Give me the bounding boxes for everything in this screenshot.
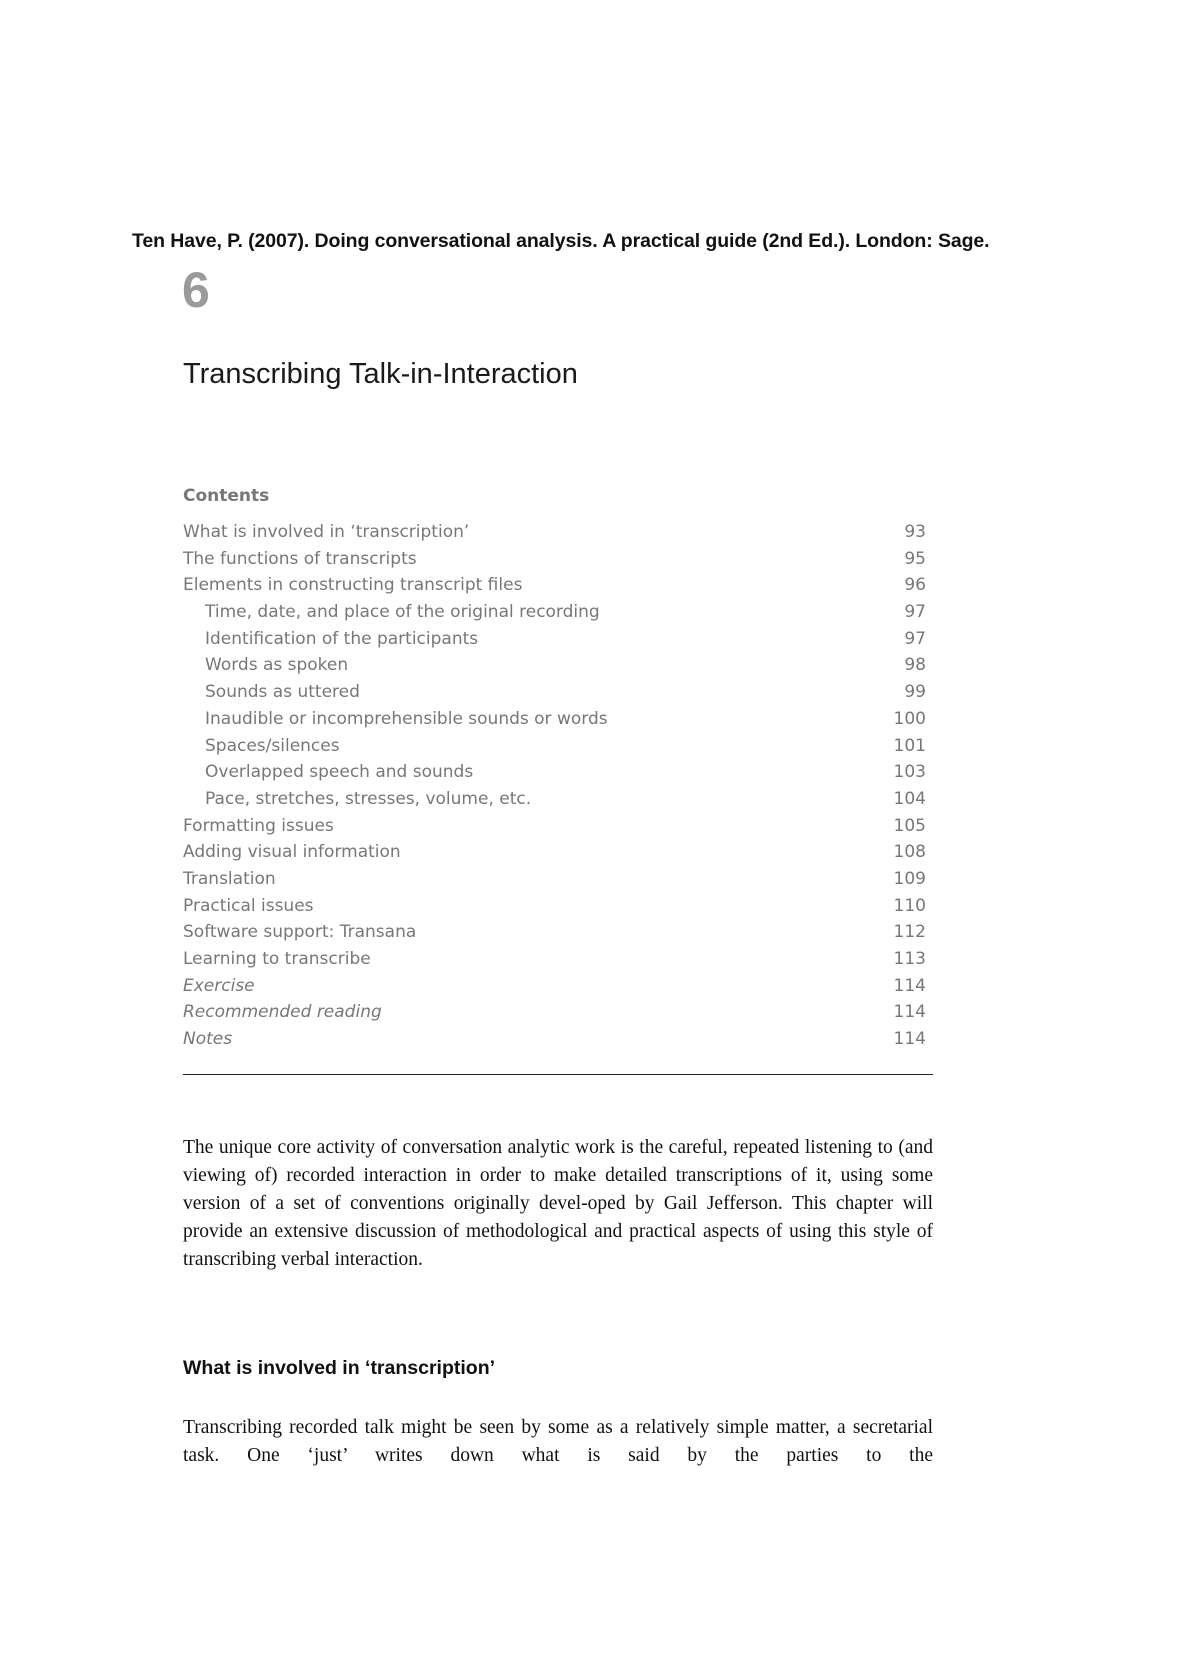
toc-entry (183, 973, 933, 1000)
toc-entry (183, 813, 933, 840)
toc-entry-label: Exercise (183, 975, 255, 996)
toc-entry-label: Practical issues (183, 895, 314, 916)
toc-entry (183, 1026, 933, 1053)
toc-subentry (183, 786, 933, 813)
toc-entry (183, 999, 933, 1026)
toc-entry-page: 105 (893, 815, 926, 836)
toc-subentry (183, 679, 933, 706)
chapter-number: 6 (182, 262, 210, 318)
toc-entry-page: 95 (904, 548, 926, 569)
toc-entry-label: Pace, stretches, stresses, volume, etc. (205, 788, 532, 809)
toc-entry-page: 99 (904, 682, 926, 703)
contents-divider (183, 1074, 933, 1075)
toc-subentry (183, 759, 933, 786)
contents-heading: Contents (183, 486, 270, 506)
toc-subentry (183, 626, 933, 653)
toc-subentry (183, 733, 933, 760)
section-heading: What is involved in ‘transcription’ (183, 1357, 496, 1379)
toc-entry-page: 109 (893, 868, 926, 889)
toc-entry-label: Translation (183, 868, 276, 889)
toc-entry-page: 101 (893, 735, 926, 756)
toc-entry-page: 110 (893, 895, 926, 916)
toc-entry-label: Elements in constructing transcript files (183, 575, 523, 596)
toc-entry (183, 572, 933, 599)
toc-entry (183, 919, 933, 946)
toc-entry-label: Time, date, and place of the original recording (205, 602, 600, 623)
toc-subentry (183, 652, 933, 679)
toc-subentry (183, 706, 933, 733)
toc-entry-page: 112 (893, 922, 926, 943)
chapter-title: Transcribing Talk-in-Interaction (183, 358, 578, 390)
toc-entry-page: 108 (893, 842, 926, 863)
toc-entry-label: Spaces/silences (205, 735, 340, 756)
toc-entry-label: Overlapped speech and sounds (205, 762, 474, 783)
toc-entry-label: Inaudible or incomprehensible sounds or words (205, 708, 608, 729)
toc-entry (183, 519, 933, 546)
toc-entry-page: 97 (904, 602, 926, 623)
toc-entry-label: Sounds as uttered (205, 682, 360, 703)
toc-entry-label: Recommended reading (183, 1002, 382, 1023)
toc-subentry (183, 599, 933, 626)
toc-entry-page: 98 (904, 655, 926, 676)
toc-entry-page: 96 (904, 575, 926, 596)
body-paragraph: Transcribing recorded talk might be seen by some as a relatively simple matter, a secretarial task. One ‘just’ writes down what is said by the parties to the (183, 1417, 933, 1466)
intro-paragraph: The unique core activity of conversation analytic work is the careful, repeated listening to (and viewing of) recorded interaction in order to make detailed transcriptions of it, using some version of a set of conventions originally devel-oped by Gail Jefferson. This chapter will provide an extensive discussion of methodological and practical aspects of using this style of transcribing verbal interaction. (183, 1137, 933, 1270)
toc-entry-page: 103 (893, 762, 926, 783)
table-of-contents (183, 483, 933, 1053)
toc-entry-page: 97 (904, 628, 926, 649)
toc-entry-page: 93 (904, 522, 926, 542)
toc-entry (183, 839, 933, 866)
toc-entry-label: What is involved in ‘transcription’ (183, 522, 470, 542)
toc-entry (183, 546, 933, 573)
toc-entry-label: The functions of transcripts (183, 548, 417, 569)
toc-entry-page: 114 (893, 975, 926, 996)
toc-entry-page: 114 (893, 1002, 926, 1023)
toc-entry-label: Formatting issues (183, 815, 334, 836)
toc-entry-label: Identification of the participants (205, 628, 479, 649)
toc-entry-page: 113 (893, 949, 926, 969)
citation: Ten Have, P. (2007). Doing conversational analysis. A practical guide (2nd Ed.). London: Sage. (132, 230, 990, 252)
toc-entry-label: Words as spoken (205, 655, 349, 676)
toc-entry-page: 114 (893, 1029, 926, 1050)
toc-entry (183, 893, 933, 920)
toc-entry (183, 946, 933, 973)
toc-entry-label: Software support: Transana (183, 922, 417, 943)
toc-entry (183, 866, 933, 893)
toc-entry-label: Notes (183, 1029, 233, 1050)
toc-entry-label: Adding visual information (183, 842, 401, 863)
toc-entry-page: 104 (893, 788, 926, 809)
toc-entry-page: 100 (893, 708, 926, 729)
toc-entry-label: Learning to transcribe (183, 949, 371, 969)
